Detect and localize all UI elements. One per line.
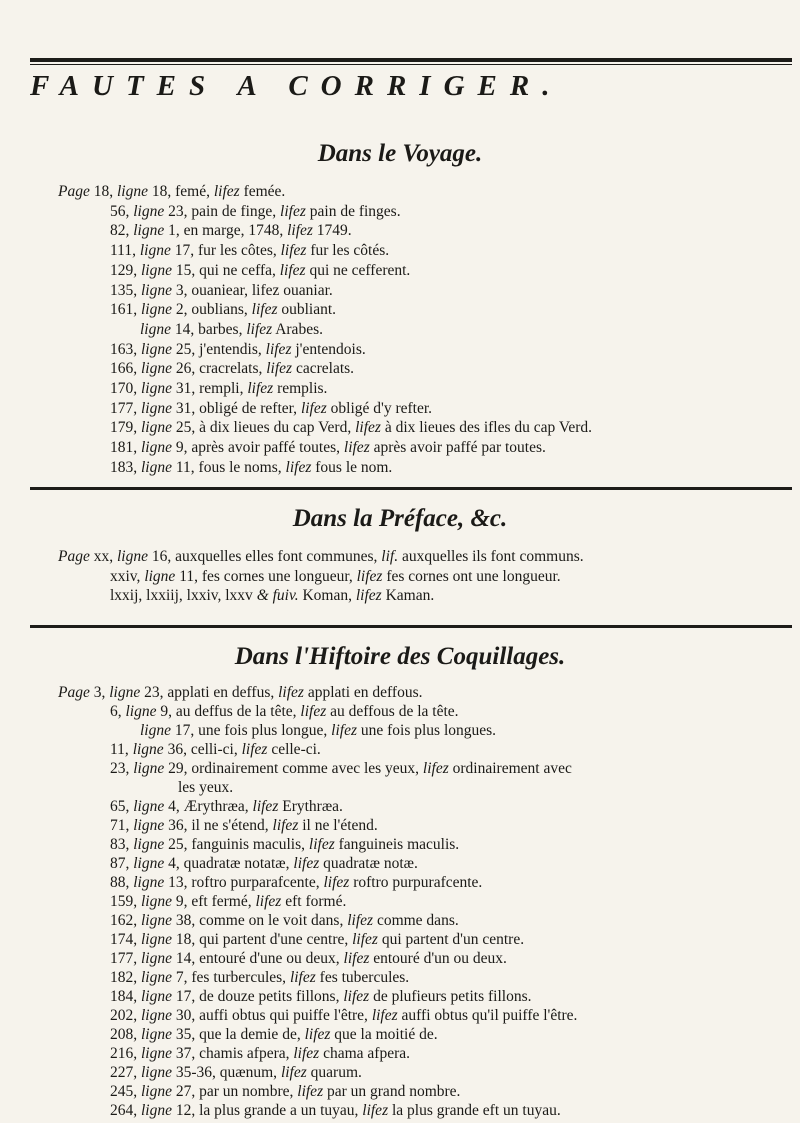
page-number: 179, xyxy=(110,419,138,437)
errata-line xyxy=(58,683,422,702)
page-number: 3, xyxy=(93,684,106,701)
line-label: ligne xyxy=(141,969,172,986)
line-label: ligne xyxy=(109,684,141,701)
error-text: 35-36, quænum, xyxy=(175,1064,278,1081)
line-label: ligne xyxy=(141,912,172,929)
correction-text: au deffous de la tête. xyxy=(330,703,459,720)
read-label: lifez xyxy=(331,722,357,739)
page-number: 87, xyxy=(110,855,130,872)
error-text: 38, comme on le voit dans, xyxy=(175,912,344,929)
read-label: lifez xyxy=(308,836,335,853)
page-number: 182, xyxy=(110,969,138,986)
errata-line xyxy=(110,854,418,873)
page-number: 202, xyxy=(110,1007,138,1024)
page-number: 6, xyxy=(110,703,122,720)
line-label: ligne xyxy=(116,548,148,565)
line-label: ligne xyxy=(141,419,172,437)
error-text: 2, oublians, xyxy=(175,301,248,319)
correction-text: obligé d'y refter. xyxy=(330,399,433,417)
errata-line xyxy=(110,359,354,378)
page-number: 56, xyxy=(110,202,130,220)
correction-text: à dix lieues des ifles du cap Verd. xyxy=(384,419,592,437)
errata-line xyxy=(110,1063,362,1082)
correction-text: qui partent d'un centre. xyxy=(381,931,525,948)
errata-line xyxy=(110,1025,438,1044)
correction-text: roftro purpurafcente. xyxy=(353,874,483,891)
error-text: 4, Ærythræa, xyxy=(168,798,249,815)
read-label: lifez xyxy=(278,684,304,701)
read-label: lifez xyxy=(266,360,293,378)
errata-list-preface xyxy=(58,547,798,607)
line-label: ligne xyxy=(133,855,165,872)
line-label: ligne xyxy=(116,183,148,200)
page-number: 23, xyxy=(110,760,130,777)
errata-line xyxy=(110,438,546,457)
errata-line xyxy=(110,1101,561,1120)
read-label: lifez xyxy=(241,741,268,758)
error-text: 27, par un nombre, xyxy=(175,1083,294,1100)
error-text: 1, en marge, 1748, xyxy=(168,222,284,240)
line-label: ligne xyxy=(133,836,165,853)
correction-text: fanguineis maculis. xyxy=(338,836,460,853)
page-number: 177, xyxy=(110,399,138,417)
error-text: 31, rempli, xyxy=(175,380,244,397)
page-number: 129, xyxy=(110,261,138,279)
correction-text: pain de finges. xyxy=(309,202,401,220)
read-label: lifez xyxy=(343,988,370,1005)
read-label: lifez xyxy=(247,380,274,397)
correction-text: fur les côtés. xyxy=(310,242,390,260)
correction-text: quarum. xyxy=(310,1064,362,1081)
errata-line xyxy=(110,586,434,605)
line-label: ligne xyxy=(141,1045,172,1062)
line-label: ligne xyxy=(141,950,172,967)
error-text: 11, fous le noms, xyxy=(175,458,282,476)
error-text: 7, fes turbercules, xyxy=(175,969,287,986)
line-label: & fuiv. xyxy=(256,587,299,604)
correction-text: après avoir paffé par toutes. xyxy=(373,439,546,457)
line-label: ligne xyxy=(141,1007,172,1024)
error-text: 26, cracrelats, xyxy=(175,360,263,378)
read-label: lifez xyxy=(355,587,382,604)
section-heading-coquillages: Dans l'Hiftoire des Coquillages. xyxy=(234,643,566,670)
errata-list-voyage xyxy=(58,182,798,476)
page-number: 166, xyxy=(110,360,138,378)
page-number: 82, xyxy=(110,222,130,240)
correction-text: par un grand nombre. xyxy=(326,1083,461,1100)
line-label: ligne xyxy=(133,817,165,834)
correction-text: comme dans. xyxy=(376,912,459,929)
error-text: 12, la plus grande a un tuyau, xyxy=(175,1102,359,1119)
section-divider xyxy=(30,487,792,490)
section-heading-preface: Dans la Préface, &c. xyxy=(292,505,508,532)
errata-line xyxy=(110,702,459,721)
read-label: lifez xyxy=(300,703,327,720)
page-number: 71, xyxy=(110,817,130,834)
line-label: ligne xyxy=(133,760,165,777)
line-label: ligne xyxy=(133,798,165,815)
correction-text: auffi obtus qu'il puiffe l'être. xyxy=(401,1007,578,1024)
error-text: 9, après avoir paffé toutes, xyxy=(175,439,341,457)
page-number: 18, xyxy=(93,183,114,200)
errata-line xyxy=(110,1044,410,1063)
line-label: ligne xyxy=(140,320,171,338)
errata-line xyxy=(110,873,482,892)
page-number: 183, xyxy=(110,458,138,476)
error-text: 37, chamis afpera, xyxy=(175,1045,290,1062)
top-rule-thick xyxy=(30,58,792,62)
page-number: 174, xyxy=(110,931,138,948)
line-label: ligne xyxy=(133,222,165,240)
line-label: ligne xyxy=(141,1102,172,1119)
error-text: 16, auxquelles elles font communes, xyxy=(151,548,378,565)
errata-line xyxy=(178,778,233,797)
errata-line xyxy=(110,949,507,968)
page-number: 11, xyxy=(110,741,129,758)
read-label: lifez xyxy=(251,301,278,319)
correction-text: de plufieurs petits fillons. xyxy=(373,988,532,1005)
read-label: lifez xyxy=(246,320,273,338)
line-label: ligne xyxy=(139,242,171,260)
line-label: ligne xyxy=(141,1064,172,1081)
correction-text: la plus grande eft un tuyau. xyxy=(391,1102,561,1119)
error-text: 17, de douze petits fillons, xyxy=(175,988,340,1005)
read-label: lifez xyxy=(285,458,312,476)
correction-text: fes tubercules. xyxy=(319,969,410,986)
error-text: 14, entouré d'une ou deux, xyxy=(175,950,340,967)
read-label: lifez xyxy=(279,261,306,279)
errata-line xyxy=(58,547,584,566)
page-number: 161, xyxy=(110,301,138,319)
error-text: 35, que la demie de, xyxy=(175,1026,301,1043)
correction-text: remplis. xyxy=(277,380,328,397)
error-text: 11, fes cornes une longueur, xyxy=(179,567,353,585)
read-label: lifez xyxy=(280,242,307,260)
errata-line xyxy=(140,721,496,740)
page-number: 208, xyxy=(110,1026,138,1043)
errata-line xyxy=(110,340,366,359)
read-label: lifez xyxy=(347,912,374,929)
errata-line xyxy=(110,202,401,221)
page-number: 264, xyxy=(110,1102,138,1119)
read-label: lifez xyxy=(343,950,370,967)
line-label: ligne xyxy=(141,399,172,417)
errata-line xyxy=(110,987,531,1006)
read-label: lifez xyxy=(287,222,313,240)
error-text: Koman, xyxy=(302,587,352,604)
line-label: ligne xyxy=(144,567,176,585)
error-text: 29, ordinairement comme avec les yeux, xyxy=(168,760,420,777)
line-label: ligne xyxy=(141,988,172,1005)
correction-text: ordinairement avec xyxy=(452,760,572,777)
correction-text: cacrelats. xyxy=(295,360,355,378)
errata-line xyxy=(110,300,336,319)
page-number: 170, xyxy=(110,380,138,397)
page-label: Page xyxy=(58,183,90,200)
line-label: ligne xyxy=(141,281,172,299)
correction-text: eft formé. xyxy=(285,893,347,910)
errata-line xyxy=(110,930,524,949)
read-label: lifez xyxy=(371,1007,398,1024)
error-text: 25, j'entendis, xyxy=(175,340,262,358)
error-text: 31, obligé de refter, xyxy=(175,399,298,417)
correction-text: qui ne cefferent. xyxy=(309,261,411,279)
correction-text: chama afpera. xyxy=(323,1045,411,1062)
error-text: 13, roftro purparafcente, xyxy=(168,874,320,891)
error-text: 4, quadratæ notatæ, xyxy=(168,855,290,872)
error-text: 23, applati en deffus, xyxy=(144,684,275,701)
page-number: 65, xyxy=(110,798,130,815)
correction-text: Erythræa. xyxy=(282,798,343,815)
read-label: lifez xyxy=(300,399,327,417)
read-label: lifez xyxy=(293,1045,320,1062)
error-text: 36, celli-ci, xyxy=(167,741,238,758)
line-label: ligne xyxy=(141,360,172,378)
section-heading-voyage: Dans le Voyage. xyxy=(317,140,483,167)
line-label: ligne xyxy=(141,301,172,319)
error-text: 30, auffi obtus qui puiffe l'être, xyxy=(175,1007,368,1024)
page-number: 181, xyxy=(110,439,138,457)
read-label: lifez xyxy=(289,969,316,986)
read-label: lifez xyxy=(280,1064,307,1081)
line-label: ligne xyxy=(141,261,172,279)
page-label: Page xyxy=(58,548,90,565)
correction-text: j'entendois. xyxy=(295,340,366,358)
line-label: ligne xyxy=(140,722,171,739)
page-number: 83, xyxy=(110,836,130,853)
line-label: ligne xyxy=(125,703,157,720)
correction-text: il ne l'étend. xyxy=(302,817,378,834)
error-text: 3, ouaniear, lifez ouaniar. xyxy=(175,281,333,299)
line-label: ligne xyxy=(141,439,172,457)
correction-text: oubliant. xyxy=(281,301,337,319)
error-text: 25, fanguinis maculis, xyxy=(168,836,306,853)
read-label: lifez xyxy=(252,798,279,815)
error-text: 18, qui partent d'une centre, xyxy=(175,931,349,948)
read-label: lifez xyxy=(272,817,299,834)
errata-line xyxy=(110,968,409,987)
error-text: 14, barbes, xyxy=(174,320,243,338)
correction-text: que la moitié de. xyxy=(334,1026,438,1043)
errata-line xyxy=(110,816,378,835)
read-label: lifez xyxy=(265,340,292,358)
correction-text: 1749. xyxy=(316,222,352,240)
page-number: 111, xyxy=(110,242,136,260)
errata-line xyxy=(110,892,346,911)
errata-line xyxy=(140,320,323,339)
errata-line xyxy=(110,379,327,398)
line-label: ligne xyxy=(141,893,172,910)
correction-text: une fois plus longues. xyxy=(360,722,497,739)
page-number: 163, xyxy=(110,340,138,358)
correction-text: quadratæ notæ. xyxy=(323,855,418,872)
error-text: 15, qui ne ceffa, xyxy=(175,261,276,279)
error-text: 17, une fois plus longue, xyxy=(174,722,328,739)
page-number: 227, xyxy=(110,1064,138,1081)
errata-line xyxy=(110,567,561,586)
read-label: lifez xyxy=(422,760,449,777)
read-label: lifez xyxy=(293,855,320,872)
correction-text: Kaman. xyxy=(385,587,435,604)
section-divider xyxy=(30,625,792,628)
read-label: lifez xyxy=(355,419,381,437)
page-number: 245, xyxy=(110,1083,138,1100)
error-text: 23, pain de finge, xyxy=(168,202,277,220)
correction-text: applati en deffous. xyxy=(307,684,423,701)
read-label: lifez xyxy=(362,1102,389,1119)
correction-text: fes cornes ont une longueur. xyxy=(386,567,561,585)
errata-line xyxy=(110,261,410,280)
page-number: 135, xyxy=(110,281,138,299)
line-label: ligne xyxy=(141,458,172,476)
line-label: ligne xyxy=(133,202,165,220)
errata-line xyxy=(110,241,389,260)
correction-text: femée. xyxy=(243,183,286,200)
read-label: lif. xyxy=(381,548,399,565)
errata-line xyxy=(110,221,352,240)
page-number: xx, xyxy=(93,548,114,565)
line-label: ligne xyxy=(141,1083,172,1100)
correction-text: entouré d'un ou deux. xyxy=(373,950,507,967)
error-text: 9, eft fermé, xyxy=(175,893,252,910)
error-text: 18, femé, xyxy=(151,183,210,200)
page-number: 88, xyxy=(110,874,130,891)
page-number: 159, xyxy=(110,893,138,910)
read-label: lifez xyxy=(280,202,306,220)
errata-line xyxy=(110,740,321,759)
page-number: lxxij, lxxiij, lxxiv, lxxv xyxy=(110,587,253,604)
line-label: ligne xyxy=(141,380,172,397)
read-label: lifez xyxy=(297,1083,324,1100)
error-text: 9, au deffus de la tête, xyxy=(160,703,297,720)
errata-line xyxy=(110,458,392,477)
errata-line xyxy=(110,1006,577,1025)
errata-line xyxy=(58,182,285,201)
errata-line xyxy=(110,418,592,437)
page-title: FAUTES A CORRIGER. xyxy=(30,70,563,102)
page-number: xxiv, xyxy=(110,567,141,585)
errata-line xyxy=(110,1082,460,1101)
line-label: ligne xyxy=(141,340,172,358)
errata-line xyxy=(110,911,459,930)
correction-text: auxquelles ils font communs. xyxy=(401,548,584,565)
error-text: 17, fur les côtes, xyxy=(174,242,277,260)
page-number: 177, xyxy=(110,950,138,967)
error-text: 36, il ne s'étend, xyxy=(168,817,269,834)
errata-line xyxy=(110,759,572,778)
read-label: lifez xyxy=(352,931,378,948)
line-label: ligne xyxy=(133,874,165,891)
correction-text: Arabes. xyxy=(275,320,323,338)
read-label: lifez xyxy=(304,1026,331,1043)
read-label: lifez xyxy=(323,874,350,891)
read-label: lifez xyxy=(213,183,240,200)
page-number: 216, xyxy=(110,1045,138,1062)
read-label: lifez xyxy=(255,893,282,910)
error-text: 25, à dix lieues du cap Verd, xyxy=(175,419,352,437)
page-number: 162, xyxy=(110,912,138,929)
errata-line xyxy=(110,835,459,854)
page-label: Page xyxy=(58,684,90,701)
correction-text: celle-ci. xyxy=(271,741,321,758)
error-text: les yeux. xyxy=(178,779,234,796)
errata-list-coquillages xyxy=(58,683,798,1123)
read-label: lifez xyxy=(356,567,383,585)
read-label: lifez xyxy=(343,439,370,457)
correction-text: fous le nom. xyxy=(315,458,393,476)
line-label: ligne xyxy=(141,1026,172,1043)
errata-line xyxy=(110,281,333,300)
top-rule-thin xyxy=(30,64,792,65)
page-number: 184, xyxy=(110,988,138,1005)
line-label: ligne xyxy=(141,931,172,948)
errata-line xyxy=(110,797,343,816)
errata-line xyxy=(110,399,432,418)
line-label: ligne xyxy=(132,741,164,758)
